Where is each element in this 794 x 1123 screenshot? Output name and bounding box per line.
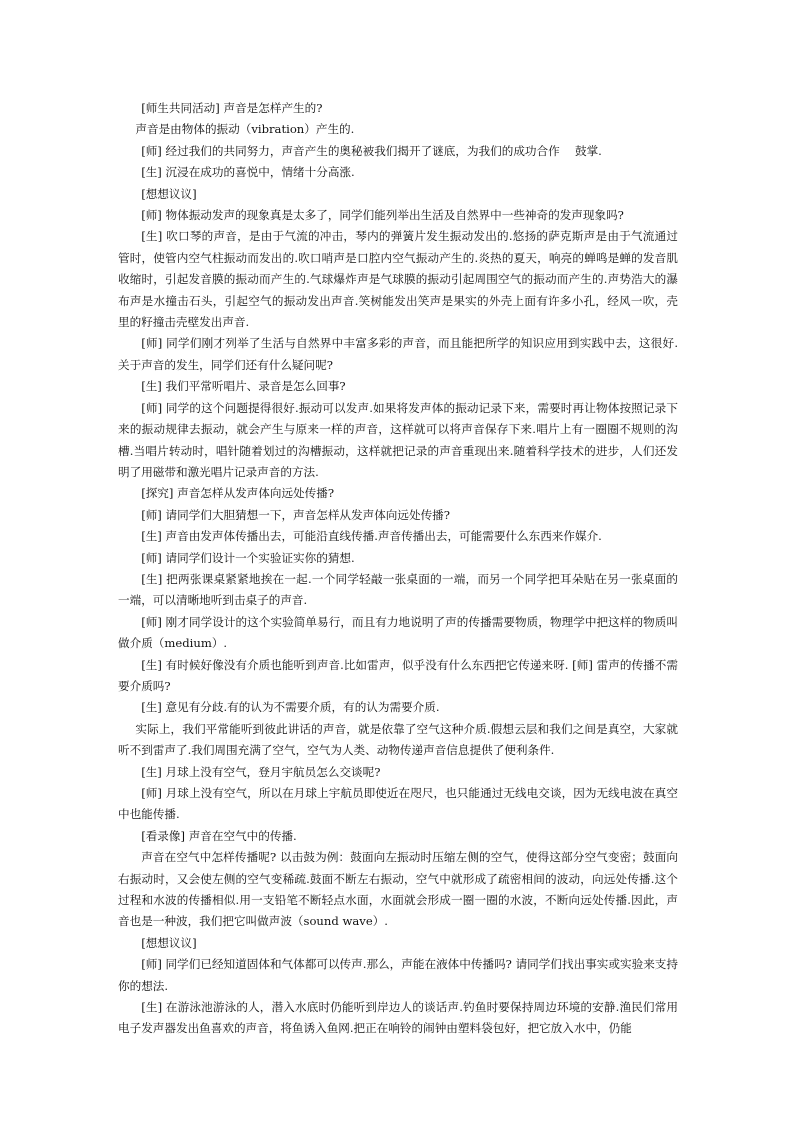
paragraph-student-thunder: [生] 有时候好像没有介质也能听到声音.比如雷声，似乎没有什么东西把它传递来呀. [师] 雷声的传播不需要介质吗? — [118, 657, 678, 693]
paragraph-video-heading: [看录像] 声音在空气中的传播. — [141, 828, 297, 843]
paragraph-discussion-heading: [想想议议] — [141, 186, 197, 201]
paragraph-student-guess: [生] 声音由发声体传播出去，可能沿直线传播.声音传播出去，可能需要什么东西来作媒介. — [141, 529, 602, 544]
paragraph-student-examples: [生] 吹口琴的声音，是由于气流的冲击，琴内的弹簧片发生振动发出的.悠扬的萨克斯声是由于气流通过管时，使管内空气柱振动而发出的.吹口哨声是口腔内空气振动产生的.炎热的夏天，响亮的蝉鸣是蝉的发音肌收缩时，引起发音膜的振动而产生的.气球爆炸声是气球膜的振动引起周围空气的振动而产生的.声势浩大的瀑布声是水撞击石头，引起空气的振动发出声音.笑树能发出笑声是果实的外壳上面有许多小孔，经风一吹，壳里的籽撞击壳壁发出声音. — [118, 229, 678, 330]
paragraph-teacher-liquid: [师] 同学们已经知道固体和气体都可以传声.那么，声能在液体中传播吗? 请同学们找出事实或实验来支持你的想法. — [118, 957, 678, 993]
paragraph-student-records: [生] 我们平常听唱片、录音是怎么回事? — [141, 379, 346, 394]
paragraph-sound-vibration: 声音是由物体的振动（vibration）产生的. — [135, 122, 355, 137]
paragraph-sound-wave: 声音在空气中怎样传播呢? 以击鼓为例：鼓面向左振动时压缩左侧的空气，使得这部分空气变密；鼓面向右振动时，又会使左侧的空气变稀疏.鼓面不断左右振动，空气中就形成了疏密相间的波动，向远处传播.这个过程和水波的传播相似.用一支铅笔不断轻点水面，水面就会形成一圈一圈的水波，不断向远处传播.因此，声音也是一种波，我们把它叫做声波（sound wave）. — [118, 850, 678, 929]
paragraph-teacher-question: [师] 物体振动发声的现象真是太多了，同学们能列举出生活及自然界中一些神奇的发声现象吗? — [141, 208, 624, 223]
paragraph-student-disagree: [生] 意见有分歧.有的认为不需要介质，有的认为需要介质. — [141, 700, 440, 715]
paragraph-student-joy: [生] 沉浸在成功的喜悦中，情绪十分高涨. — [141, 165, 355, 180]
paragraph-teacher-applause: [师] 经过我们的共同努力，声音产生的奥秘被我们揭开了谜底，为我们的成功合作 鼓掌. — [141, 143, 602, 158]
paragraph-student-desks: [生] 把两张课桌紧紧地挨在一起.一个同学轻敲一张桌面的一端，而另一个同学把耳朵贴在另一张桌面的一端，可以清晰地听到击桌子的声音. — [118, 571, 678, 608]
paragraph-explore-heading: [探究] 声音怎样从发声体向远处传播? — [141, 486, 335, 501]
paragraph-teacher-experiment: [师] 请同学们设计一个实验证实你的猜想. — [141, 550, 355, 565]
paragraph-teacher-guess: [师] 请同学们大胆猜想一下，声音怎样从发声体向远处传播? — [141, 507, 450, 522]
paragraph-teacher-moon: [师] 月球上没有空气，所以在月球上宇航员即使近在咫尺，也只能通过无线电交谈，因为无线电波在真空中也能传播. — [118, 786, 678, 822]
paragraph-teacher-praise: [师] 同学们刚才列举了生活与自然界中丰富多彩的声音，而且能把所学的知识应用到实践中去，这很好.关于声音的发生，同学们还有什么疑问呢? — [118, 336, 678, 372]
paragraph-discussion-heading-2: [想想议议] — [141, 935, 197, 950]
paragraph-student-liquid: [生] 在游泳池游泳的人，潜入水底时仍能听到岸边人的谈话声.钓鱼时要保持周边环境的安静.渔民们常用电子发声器发出鱼喜欢的声音，将鱼诱入鱼网.把正在响铃的闹钟由塑料袋包好，把它放入水中，仍能 — [118, 1000, 678, 1036]
paragraph-teacher-student-activity: [师生共同活动] 声音是怎样产生的? — [141, 101, 323, 115]
paragraph-teacher-records: [师] 同学的这个问题提得很好.振动可以发声.如果将发声体的振动记录下来，需要时再让物体按照记录下来的振动规律去振动，就会产生与原来一样的声音，这样就可以将声音保存下来.唱片上有一圈圈不规则的沟槽.当唱片转动时，唱针随着划过的沟槽振动，这样就把记录的声音重现出来.随着科学技术的进步，人们还发明了用磁带和激光唱片记录声音的方法. — [118, 400, 678, 479]
paragraph-teacher-medium: [师] 刚才同学设计的这个实验简单易行，而且有力地说明了声的传播需要物质，物理学中把这样的物质叫做介质（medium）. — [118, 614, 678, 651]
paragraph-student-moon: [生] 月球上没有空气，登月宇航员怎么交谈呢? — [141, 764, 381, 779]
paragraph-air-medium: 实际上，我们平常能听到彼此讲话的声音，就是依靠了空气这种介质.假想云层和我们之间是真空，大家就听不到雷声了.我们周围充满了空气，空气为人类、动物传递声音信息提供了便利条件. — [118, 721, 678, 758]
document-body — [118, 98, 678, 1040]
